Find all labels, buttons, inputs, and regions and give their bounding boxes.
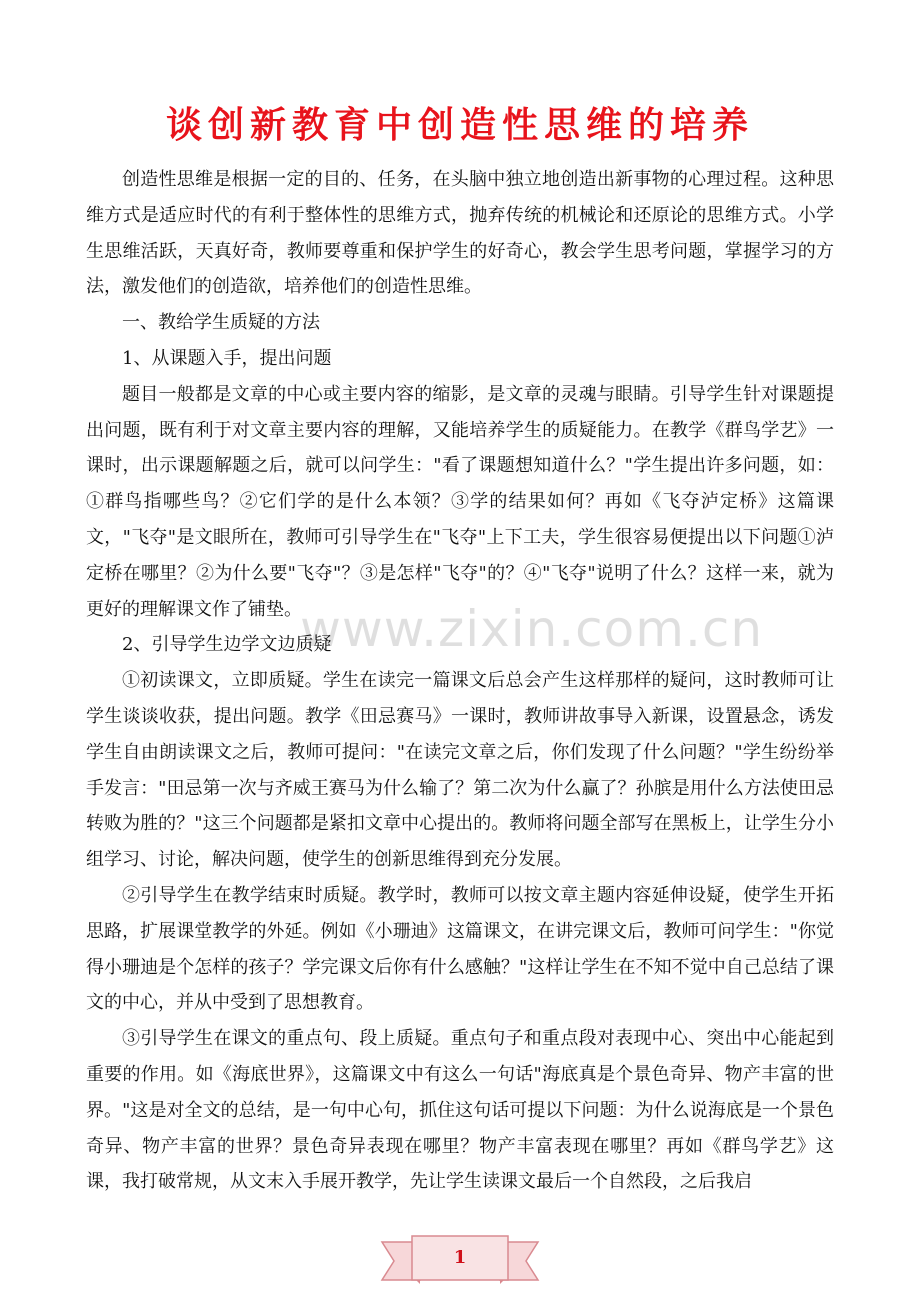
document-title: 谈创新教育中创造性思维的培养 — [165, 104, 754, 146]
paragraph-first-reading: ①初读课文，立即质疑。学生在读完一篇课文后总会产生这样那样的疑问，这时教师可让学生谈谈收获，提出问题。教学《田忌赛马》一课时，教师讲故事导入新课，设置悬念，诱发学生自由朗读课文之后，教师可提问："在读完文章之后，你们发现了什么问题？"学生纷纷举手发言："田忌第一次与齐威王赛马为什么输了？第二次为什么赢了？孙膑是用什么方法使田忌转败为胜的？"这三个问题都是紧扣文章中心提出的。教师将问题全部写在黑板上，让学生分小组学习、讨论，解决问题，使学生的创新思维得到充分发展。 — [86, 670, 834, 871]
heading-subsection-1: 1、从课题入手，提出问题 — [122, 347, 332, 369]
watermark: www.zixin.com.cn — [300, 600, 764, 658]
paragraph-intro: 创造性思维是根据一定的目的、任务，在头脑中独立地创造出新事物的心理过程。这种思维方式是适应时代的有利于整体性的思维方式，抛弃传统的机械论和还原论的思维方式。小学生思维活跃，天真好奇，教师要尊重和保护学生的好奇心，教会学生思考问题，掌握学习的方法，激发他们的创造欲，培养他们的创造性思维。 — [86, 169, 834, 298]
heading-subsection-2: 2、引导学生边学文边质疑 — [122, 634, 332, 656]
paragraph-title-questions: 题目一般都是文章的中心或主要内容的缩影，是文章的灵魂与眼睛。引导学生针对课题提出问题，既有利于对文章主要内容的理解，又能培养学生的质疑能力。在教学《群鸟学艺》一课时，出示课题解题之后，就可以问学生："看了课题想知道什么？"学生提出许多问题，如：①群鸟指哪些鸟？②它们学的是什么本领？③学的结果如何？再如《飞夺泸定桥》这篇课文，"飞夺"是文眼所在，教师可引导学生在"飞夺"上下工夫，学生很容易便提出以下问题①泸定桥在哪里？②为什么要"飞夺"？③是怎样"飞夺"的？④"飞夺"说明了什么？这样一来，就为更好的理解课文作了铺垫。 — [86, 383, 834, 620]
paragraph-end-of-lesson: ②引导学生在教学结束时质疑。教学时，教师可以按文章主题内容延伸设疑，使学生开拓思路，扩展课堂教学的外延。例如《小珊迪》这篇课文，在讲完课文后，教师可问学生："你觉得小珊迪是个怎样的孩子？学完课文后你有什么感触？"这样让学生在不知不觉中自己总结了课文的中心，并从中受到了思想教育。 — [86, 884, 834, 1014]
page-number: 1 — [453, 1247, 467, 1268]
paragraph-key-sentences: ③引导学生在课文的重点句、段上质疑。重点句子和重点段对表现中心、突出中心能起到重要的作用。如《海底世界》，这篇课文中有这么一句话"海底真是个景色奇异、物产丰富的世界。"这是对全文的总结，是一句中心句，抓住这句话可提以下问题：为什么说海底是一个景色奇异、物产丰富的世界？景色奇异表现在哪里？物产丰富表现在哪里？再如《群鸟学艺》这课，我打破常规，从文末入手展开教学，先让学生读课文最后一个自然段，之后我启 — [86, 1028, 834, 1193]
document-body — [86, 162, 834, 1200]
heading-section-1: 一、教给学生质疑的方法 — [122, 312, 320, 334]
